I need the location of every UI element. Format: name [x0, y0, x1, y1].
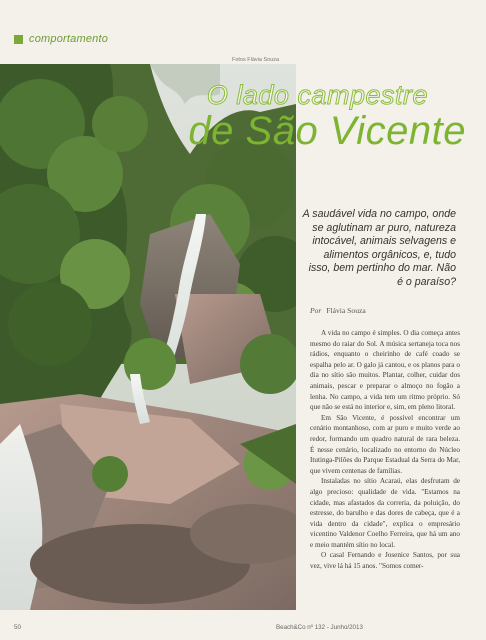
footer-source: Beach&Co nº 132 - Junho/2013	[276, 624, 363, 631]
title-line-2: de São Vicente	[188, 109, 466, 153]
section-label: comportamento	[29, 33, 109, 45]
page-number: 50	[14, 624, 21, 631]
article-body	[310, 328, 460, 572]
photo-credit: Fotos Flávia Souza	[232, 57, 280, 63]
byline-prefix: Por	[310, 306, 322, 315]
byline	[310, 306, 366, 315]
body-paragraph: O casal Fernando e Josenice Santos, por sua vez, vive lá há 15 anos. "Somos comer-	[310, 551, 460, 571]
body-paragraph: Instaladas no sítio Acaraú, elas desfrutam de algo precioso: qualidade de vida. "Estamos na cidade, mas afastados da correria, da poluição, do estresse, do barulho e das dores de cabeça, que é a vida dentro da cidade", explica o empresário vicentino Valdenor Coelho Ferreira, que há um ano e meio mantém sítio no local.	[310, 477, 460, 549]
body-paragraph: Em São Vicente, é possível encontrar um cenário montanhoso, com ar puro e muito verde ao redor, formando um quadro natural de rara beleza. É nesse cenário, localizado no entorno do Núcleo Itutinga-Pilões do Parque Estadual da Serra do Mar, que vivem centenas de famílias.	[310, 413, 460, 475]
body-paragraph: A vida no campo é simples. O dia começa antes mesmo do raiar do Sol. A música sertaneja toca nos rádios, enquanto o cheirinho de café coado se espalha pelo ar. O galo já cantou, e os planos para o dia no sítio são muitos. Plantar, colher, cuidar dos animais, pescar e preparar o almoço no fogão a lenha. No campo, a vida tem um ritmo próprio. Só que não se está no interior e, sim, em pleno litoral.	[310, 329, 460, 412]
title-line-1: O lado campestre	[206, 80, 428, 110]
byline-author: Flávia Souza	[326, 306, 366, 315]
article-title	[160, 82, 480, 151]
article-subtitle: A saudável vida no campo, onde se aglutinam ar puro, natureza intocável, animais selvagens e alimentos orgânicos, e, tudo isso, bem pertinho do mar. Não é o paraíso?	[302, 208, 456, 288]
section-tag	[14, 32, 108, 46]
section-square-icon	[14, 35, 23, 44]
page-footer	[0, 622, 486, 636]
